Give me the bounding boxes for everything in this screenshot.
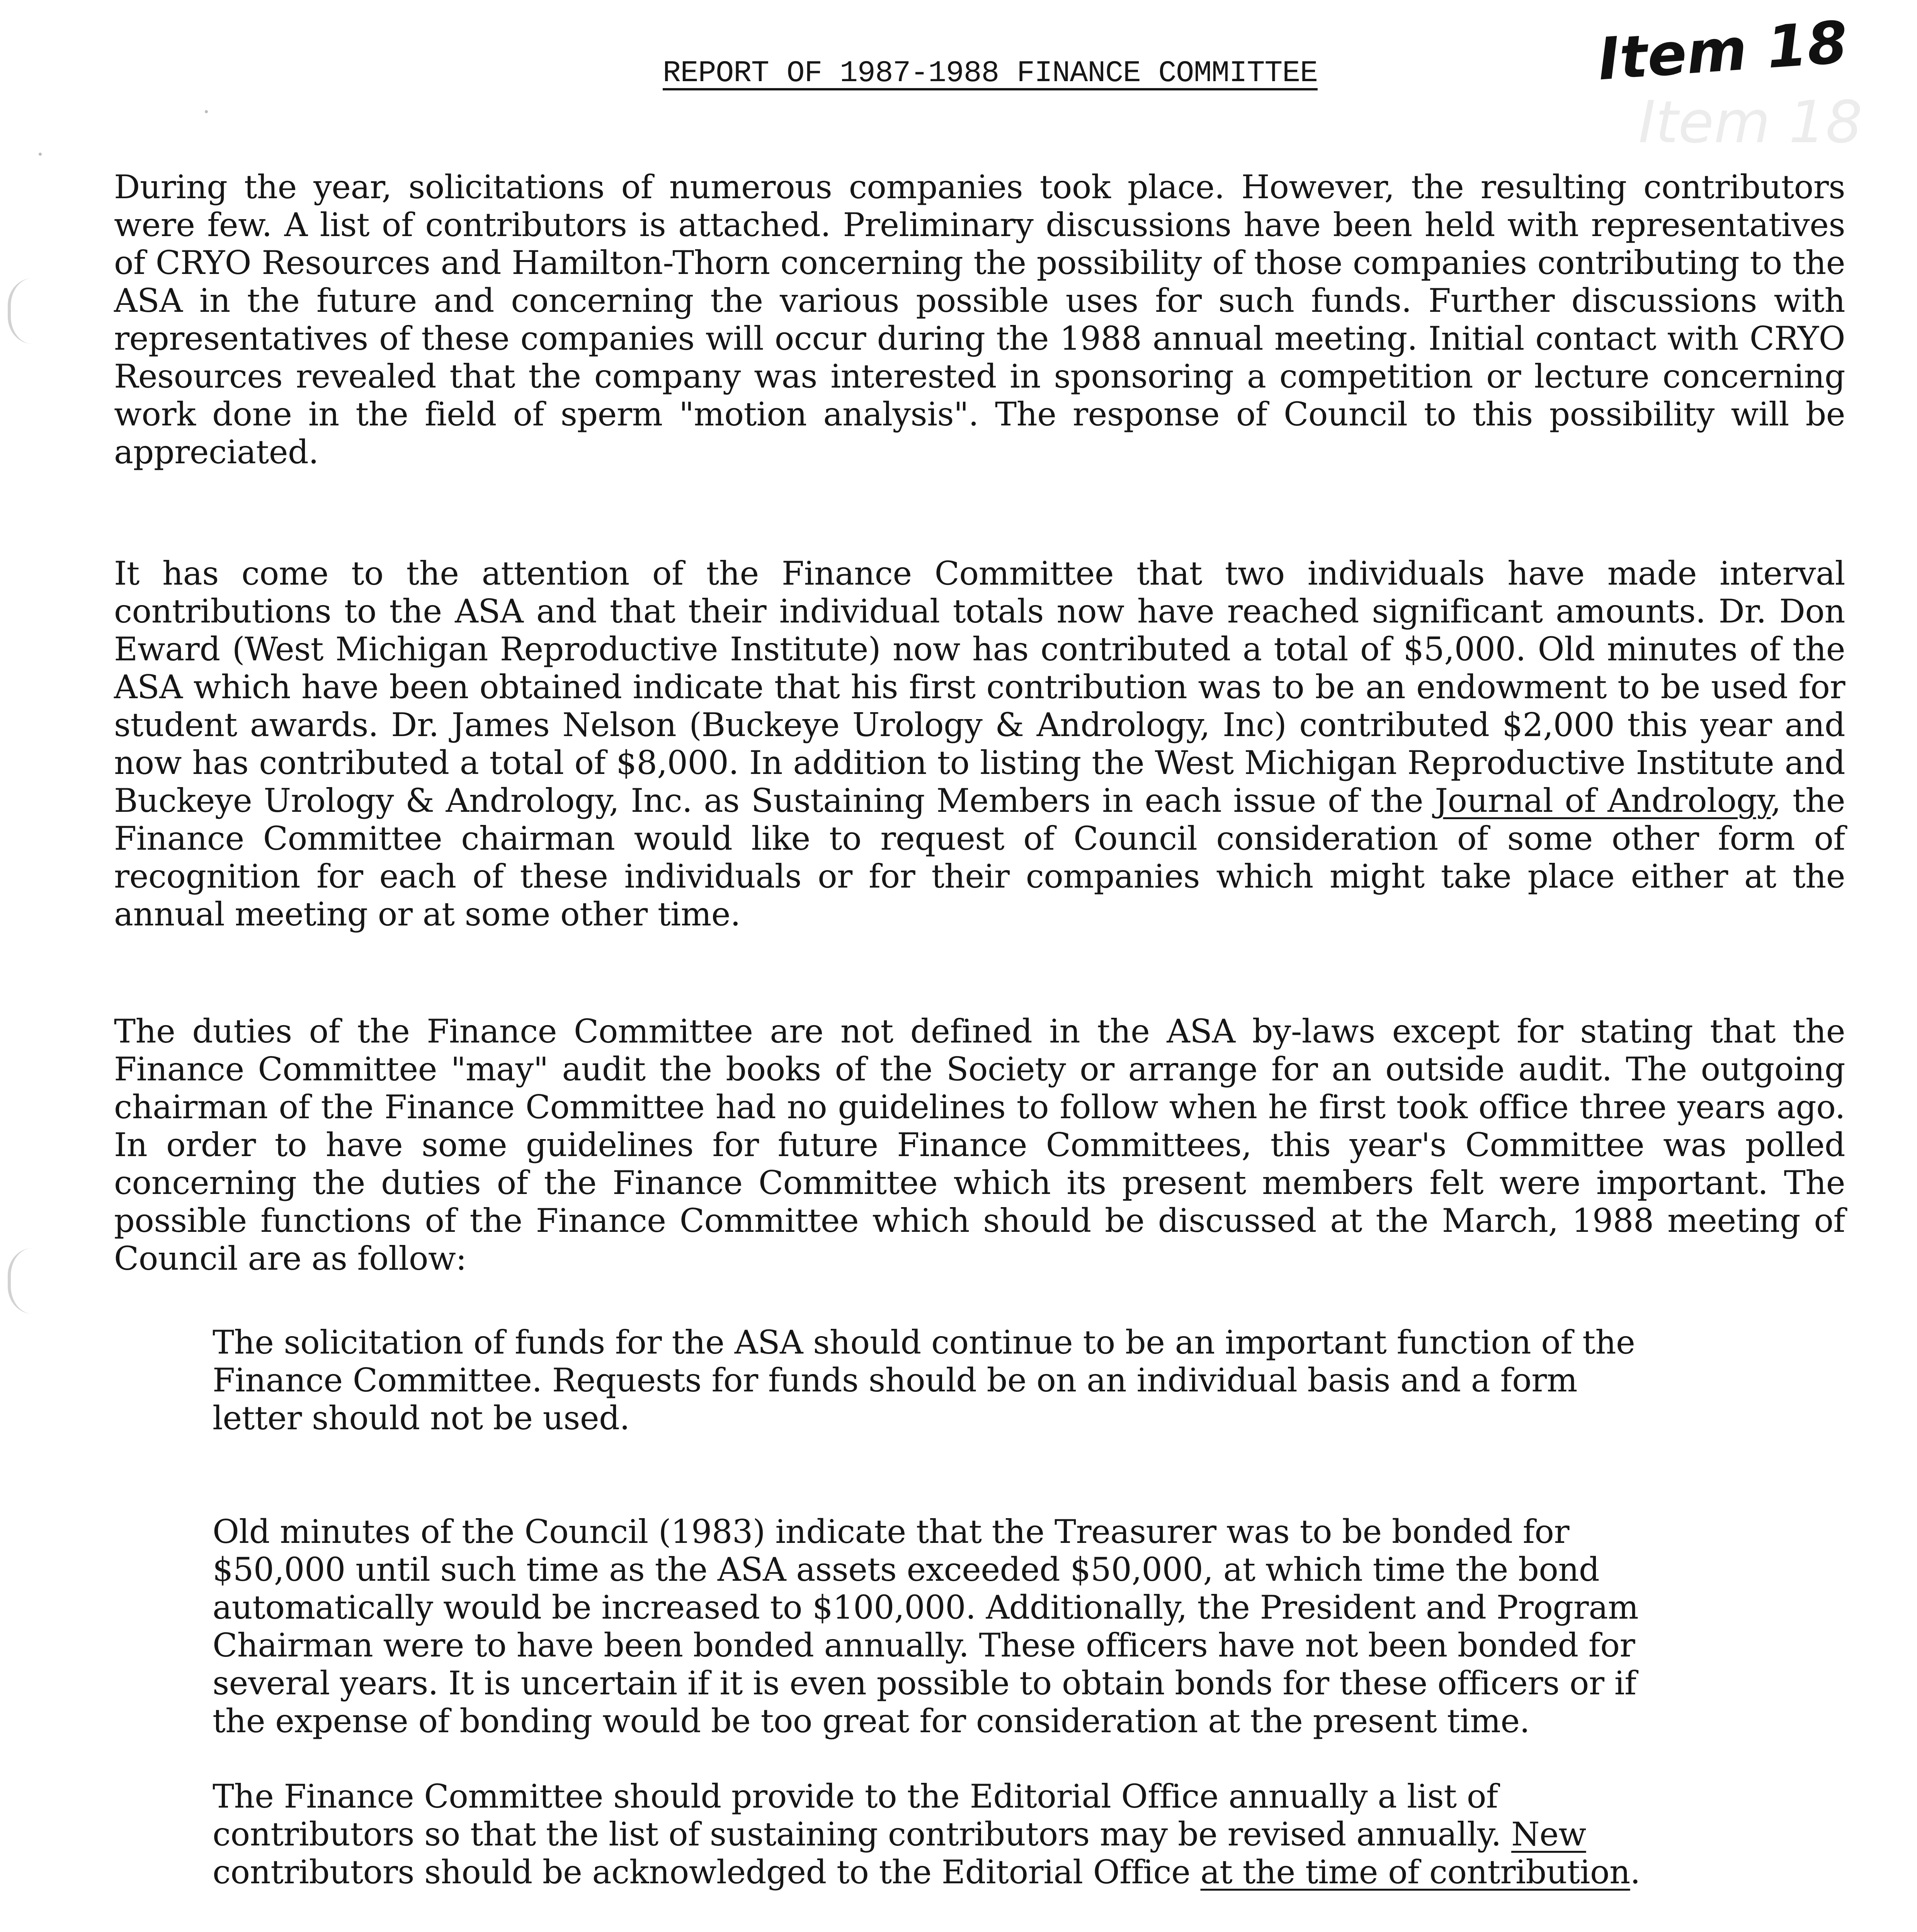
paragraph-text: It has come to the attention of the Finance Committee that two individuals have made interval contributions to the ASA and that their individual totals now have reached significant amounts. Dr. Don Eward (West Michigan Reproductive Institute) now has contributed a total of $5,000. Old minutes of the ASA which have been obtained indicate that his first contribution was to be an endowment to be used for student awards. Dr. James Nelson (Buckeye Urology & Andrology, Inc) contributed $2,000 this year and now has contributed a total of $8,000. In addition to listing the West Michigan Reproductive Institute and Buckeye Urology & Andrology, Inc. as Sustaining Members in each issue of the xyxy=(114,554,1845,820)
function-item-editorial-office xyxy=(213,1777,1642,1891)
punch-hole-mark xyxy=(8,1248,57,1314)
underlined-new: New xyxy=(1511,1815,1586,1853)
paper-speck xyxy=(39,153,42,156)
page-title: REPORT OF 1987-1988 FINANCE COMMITTEE xyxy=(663,56,1318,90)
function-item-solicitation: The solicitation of funds for the ASA should continue to be an important function of the Finance Committee. Requests for funds should be on an individual basis and a form letter should not be used. xyxy=(213,1323,1635,1437)
paragraph-text: The Finance Committee should provide to the Editorial Office annually a list of contributors so that the list of sustaining contributors may be revised annually. xyxy=(213,1777,1501,1853)
paper-speck xyxy=(205,110,208,113)
paragraph-individual-contributors xyxy=(114,554,1845,933)
punch-hole-mark xyxy=(8,278,57,344)
paragraph-committee-duties: The duties of the Finance Committee are not defined in the ASA by-laws except for stating that the Finance Committee "may" audit the books of the Society or arrange for an outside audit. The outgoing chairman of the Finance Committee had no guidelines to follow when he first took office three years ago. In order to have some guidelines for future Finance Committees, this year's Committee was polled concerning the duties of the Finance Committee which its present members felt were important. The possible functions of the Finance Committee which should be discussed at the March, 1988 meeting of Council are as follow: xyxy=(114,1012,1845,1277)
paragraph-solicitations: During the year, solicitations of numerous companies took place. However, the resulting contributors were few. A list of contributors is attached. Preliminary discussions have been held with representatives of CRYO Resources and Hamilton-Thorn concerning the possibility of those companies contributing to the ASA in the future and concerning the various possible uses for such funds. Further discussions with representatives of these companies will occur during the 1988 annual meeting. Initial contact with CRYO Resources revealed that the company was interested in sponsoring a competition or lecture concerning work done in the field of sperm "motion analysis". The response of Council to this possibility will be appreciated. xyxy=(114,168,1845,471)
handwritten-item-tag: Item 18 xyxy=(1596,9,1850,94)
underlined-time-of-contribution: at the time of contribution xyxy=(1200,1853,1630,1891)
function-item-bonding: Old minutes of the Council (1983) indicate that the Treasurer was to be bonded for $50,000 until such time as the ASA assets exceeded $50,000, at which time the bond automatically would be increased to $100,000. Additionally, the President and Program Chairman were to have been bonded annually. These officers have not been bonded for several years. It is uncertain if it is even possible to obtain bonds for these officers or if the expense of bonding would be too great for consideration at the present time. xyxy=(213,1513,1639,1740)
journal-title: Journal of Andrology xyxy=(1435,782,1771,820)
paragraph-text: , the Finance Committee chairman would like to request of Council consideration of some other form of recognition for each of these individuals or for their companies which might take place either at the annual meeting or at some other time. xyxy=(114,782,1846,933)
bleed-through-item-tag: Item 18 xyxy=(1638,89,1863,156)
paragraph-text: . xyxy=(1630,1853,1640,1891)
paragraph-text: contributors should be acknowledged to the Editorial Office xyxy=(213,1853,1191,1891)
